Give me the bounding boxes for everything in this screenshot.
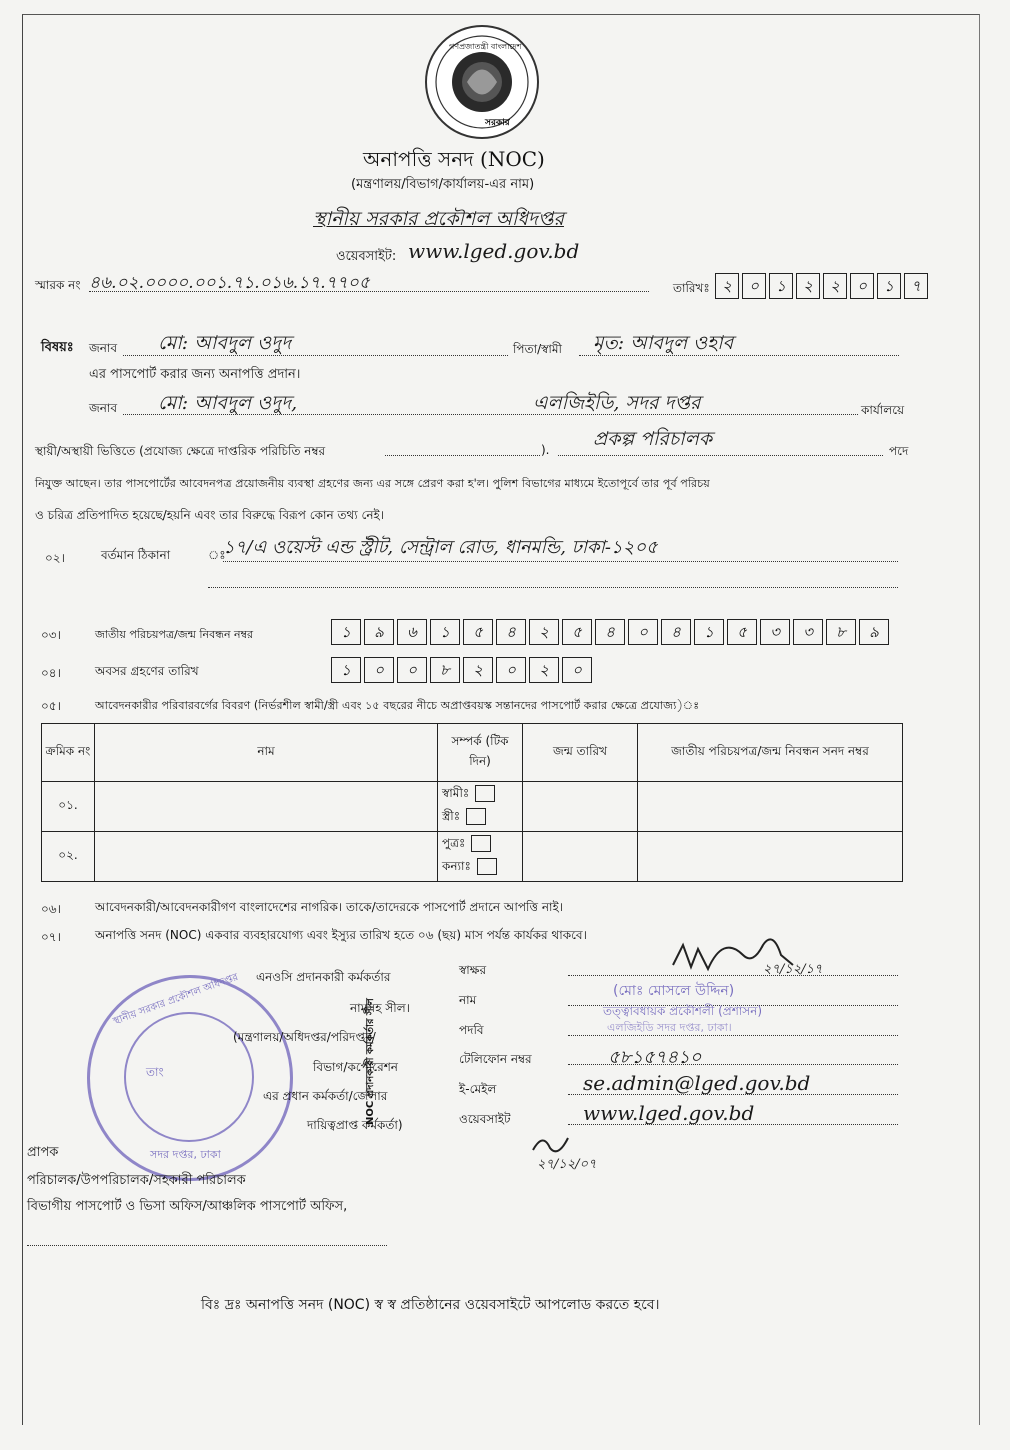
date-digit-box: ১	[877, 273, 901, 299]
address-dotline-2	[208, 587, 898, 588]
father-name: মৃত: আবদুল ওহাব	[593, 332, 734, 354]
retirement-digit-box: ২	[529, 657, 559, 683]
nid-digit-box: ২	[529, 619, 559, 645]
item06-text: আবেদনকারী/আবেদনকারীগণ বাংলাদেশের নাগরিক। তাকে/তাদেরকে পাসপোর্ট প্রদানে আপত্তি নাই।	[95, 900, 564, 914]
signature-date: ২৭/১২/১৭	[763, 962, 823, 977]
website-label: ওয়েবসাইট:	[336, 249, 397, 264]
nid-digit-box: ৩	[760, 619, 790, 645]
retirement-digit-box: ০	[496, 657, 526, 683]
retirement-digit-box: ০	[364, 657, 394, 683]
row-dob-cell	[523, 782, 638, 832]
col-dob-header: জন্ম তারিখ	[523, 724, 638, 782]
date-digit-box: ১	[769, 273, 793, 299]
office-seal	[87, 971, 293, 1181]
officer-email: se.admin@lged.gov.bd	[583, 1071, 811, 1095]
row-relation-cell	[438, 832, 523, 882]
issuer-line-5: এর প্রধান কর্মকর্তা/জেলার	[263, 1089, 388, 1103]
applicant-name: মো: আবদুল ওদুদ	[158, 332, 292, 354]
relation-label: স্ত্রীঃ	[442, 809, 461, 823]
nid-digit-box: ১	[430, 619, 460, 645]
item02-number: ০২।	[45, 551, 65, 565]
body-name: মো: আবদুল ওদুদ,	[158, 392, 298, 414]
officer-website: www.lged.gov.bd	[583, 1101, 755, 1125]
name-dotline	[123, 355, 508, 356]
issuer-line-6: দায়িত্বপ্রাপ্ত কর্মকর্তা)	[307, 1118, 403, 1132]
designation-dotline	[558, 455, 883, 456]
col-relation-header: সম্পর্ক (টিক দিন)	[438, 724, 523, 782]
date-digit-box: ০	[742, 273, 766, 299]
officer-phone: ৫৮১৫৭৪১০	[608, 1047, 702, 1068]
retirement-digit-box: ০	[397, 657, 427, 683]
memo-number: ৪৬.০২.০০০০.০০১.৭১.০১৬.১৭.৭৭০৫	[89, 273, 370, 293]
vertical-stamp: NOC প্রদানকারী কর্মকর্তার সীল	[365, 998, 376, 1125]
subject-janab: জনাব	[89, 341, 118, 355]
relation-label: কন্যাঃ	[442, 859, 471, 873]
nid-digit-box: ৪	[661, 619, 691, 645]
nid-digit-box: ০	[628, 619, 658, 645]
emblem-top-text: গণপ্রজাতন্ত্রী বাংলাদেশ	[449, 42, 522, 51]
relation-checkbox[interactable]	[477, 858, 497, 875]
family-table	[41, 723, 903, 882]
row-nid-cell	[638, 782, 903, 832]
relation-label: পুত্রঃ	[442, 836, 466, 850]
nid-digit-box: ৬	[397, 619, 427, 645]
row-dob-cell	[523, 832, 638, 882]
officer-name-stamp: (মোঃ মোসলে উদ্দিন)	[613, 983, 735, 999]
office-seal-bottom: সদর দপ্তর, ঢাকা	[150, 1148, 221, 1161]
field-label: স্বাক্ষর	[459, 963, 487, 977]
nid-digit-box: ১	[331, 619, 361, 645]
issuer-line-3: (মন্ত্রণালয়/অধিদপ্তর/পরিদপ্তর/	[233, 1030, 376, 1044]
designation: প্রকল্প পরিচালক	[593, 428, 713, 450]
appointed-line: নিযুক্ত আছেন। তার পাসপোর্টের আবেদনপত্র প্রয়োজনীয় ব্যবস্থা গ্রহণের জন্য এর সঙ্গে প্রেরণ করা হ'ল। পুলিশ বিভাগের মাধ্যমে ইতোপূর্বে তার পূর্ব পরিচয়	[35, 477, 710, 490]
date-label: তারিখঃ	[673, 281, 710, 295]
recipient-dotline	[27, 1245, 387, 1246]
field-label: ওয়েবসাইট	[459, 1112, 511, 1126]
relation-checkbox[interactable]	[475, 785, 495, 802]
recipient-line-1: পরিচালক/উপপরিচালক/সহকারী পরিচালক	[27, 1173, 246, 1188]
item05-number: ০৫।	[41, 699, 61, 713]
address-dotline-1	[223, 561, 898, 562]
website-value: www.lged.gov.bd	[408, 239, 580, 263]
nid-digit-box: ৪	[496, 619, 526, 645]
row-serial: ০১.	[42, 782, 95, 832]
retirement-digit-box: ০	[562, 657, 592, 683]
field-label: ই-মেইল	[459, 1082, 497, 1096]
office-dotline	[123, 414, 858, 415]
permanent-line-end: ).	[541, 443, 550, 457]
government-emblem	[425, 25, 539, 139]
date-box-row	[715, 273, 931, 299]
field-label: নাম	[459, 993, 477, 1007]
date-digit-box: ২	[796, 273, 820, 299]
col-nid-header: জাতীয় পরিচয়পত্র/জন্ম নিবন্ধন সনদ নম্বর	[638, 724, 903, 782]
noc-form-page	[22, 14, 980, 1425]
office-name: স্থানীয় সরকার প্রকৌশল অধিদপ্তর	[313, 208, 564, 230]
row-serial: ০২.	[42, 832, 95, 882]
date-digit-box: ২	[823, 273, 847, 299]
issuer-line-1: এনওসি প্রদানকারী কর্মকর্তার	[256, 970, 391, 984]
body-office: এলজিইডি, সদর দপ্তর	[533, 392, 701, 414]
nid-digit-box: ৩	[793, 619, 823, 645]
officer-office-stamp: এলজিইডি সদর দপ্তর, ঢাকা।	[607, 1021, 732, 1034]
father-dotline	[579, 355, 899, 356]
post-suffix: পদে	[889, 444, 909, 458]
relation-label: স্বামীঃ	[442, 786, 470, 800]
relation-checkbox[interactable]	[466, 808, 486, 825]
officer-designation-stamp: তত্ত্বাবধায়ক প্রকৌশলী (প্রশাসন)	[603, 1004, 763, 1018]
item07-text: অনাপত্তি সনদ (NOC) একবার ব্যবহারযোগ্য এবং ইস্যুর তারিখ হতে ০৬ (ছয়) মাস পর্যন্ত কার্যকর থাকবে।	[95, 928, 587, 942]
nid-digit-box: ৯	[364, 619, 394, 645]
office-suffix: কার্যালয়ে	[861, 403, 905, 417]
nid-digit-box: ৯	[859, 619, 889, 645]
retirement-digit-box: ১	[331, 657, 361, 683]
nid-digit-box: ৫	[463, 619, 493, 645]
col-name-header: নাম	[95, 724, 438, 782]
date-digit-box: ৭	[904, 273, 928, 299]
issuer-line-2: নামসহ সীল।	[350, 1001, 410, 1015]
nid-box-row	[331, 619, 892, 645]
family-table-header	[42, 724, 903, 782]
document-title: অনাপত্তি সনদ (NOC)	[363, 147, 545, 171]
character-line: ও চরিত্র প্রতিপাদিত হয়েছে/হয়নি এবং তার বিরুদ্ধে বিরূপ কোন তথ্য নেই।	[35, 508, 385, 522]
nid-digit-box: ৮	[826, 619, 856, 645]
table-row	[42, 782, 903, 832]
item04-number: ০৪।	[41, 666, 61, 680]
issuer-line-4: বিভাগ/কর্পোরেশন	[313, 1060, 398, 1074]
father-label: পিতা/স্বামী	[513, 342, 562, 356]
current-address: ১৭/এ ওয়েস্ট এন্ড স্ট্রীট, সেন্ট্রাল রোড, ধানমন্ডি, ঢাকা-১২০৫	[223, 537, 658, 558]
field-label: টেলিফোন নম্বর	[459, 1052, 532, 1066]
col-serial-header: ক্রমিক নং	[42, 724, 95, 782]
row-name-cell	[95, 832, 438, 882]
emblem-bottom-text: সরকার	[485, 118, 510, 128]
item02-label: বর্তমান ঠিকানা	[101, 548, 171, 562]
relation-checkbox[interactable]	[471, 835, 491, 852]
nid-digit-box: ১	[694, 619, 724, 645]
permanent-line: স্থায়ী/অস্থায়ী ভিত্তিতে (প্রযোজ্য ক্ষেত্রে দাপ্তরিক পরিচিতি নম্বর	[35, 444, 326, 458]
ministry-subtitle: (মন্ত্রণালয়/বিভাগ/কার্যালয়-এর নাম)	[351, 177, 535, 192]
item03-number: ০৩।	[41, 628, 61, 642]
initial-date: ২৭/১২/০৭	[537, 1157, 597, 1172]
memo-dotline	[89, 291, 649, 292]
recipient-line-2: বিভাগীয় পাসপোর্ট ও ভিসা অফিস/আঞ্চলিক পাসপোর্ট অফিস,	[27, 1199, 348, 1214]
office-seal-text: স্থানীয় সরকার প্রকৌশল অধিদপ্তর	[111, 971, 240, 1028]
row-relation-cell	[438, 782, 523, 832]
official-id-dotline	[385, 455, 540, 456]
item05-label: আবেদনকারীর পরিবারবর্গের বিবরণ (নির্ভরশীল স্বামী/স্ত্রী এবং ১৫ বছরের নীচে অপ্রাপ্তবয়স্ক সন্তানদের পাসপোর্ট করার ক্ষেত্রে প্রযোজ্য)ঃ	[95, 699, 700, 712]
office-seal-center: তাং	[146, 1065, 164, 1079]
field-label: পদবি	[459, 1023, 484, 1037]
subject-label: বিষয়ঃ	[41, 340, 74, 355]
memo-label: স্মারক নং	[35, 278, 81, 292]
subject-line2: এর পাসপোর্ট করার জন্য অনাপত্তি প্রদান।	[89, 367, 301, 382]
retirement-digit-box: ৮	[430, 657, 460, 683]
item02-colon: ঃ	[208, 548, 226, 562]
date-digit-box: ২	[715, 273, 739, 299]
retirement-box-row	[331, 657, 595, 683]
item06-number: ০৬।	[41, 902, 61, 916]
table-row	[42, 832, 903, 882]
footer-note: বিঃ দ্রঃ অনাপত্তি সনদ (NOC) স্ব স্ব প্রতিষ্ঠানের ওয়েবসাইটে আপলোড করতে হবে।	[201, 1297, 660, 1313]
row-name-cell	[95, 782, 438, 832]
body-janab: জনাব	[89, 401, 118, 415]
nid-digit-box: ৪	[595, 619, 625, 645]
recipient-label: প্রাপক	[27, 1145, 59, 1160]
item03-label: জাতীয় পরিচয়পত্র/জন্ম নিবন্ধন নম্বর	[95, 628, 254, 641]
retirement-digit-box: ২	[463, 657, 493, 683]
item04-label: অবসর গ্রহণের তারিখ	[95, 664, 199, 678]
row-nid-cell	[638, 832, 903, 882]
nid-digit-box: ৫	[727, 619, 757, 645]
nid-digit-box: ৫	[562, 619, 592, 645]
date-digit-box: ০	[850, 273, 874, 299]
item07-number: ০৭।	[41, 930, 61, 944]
